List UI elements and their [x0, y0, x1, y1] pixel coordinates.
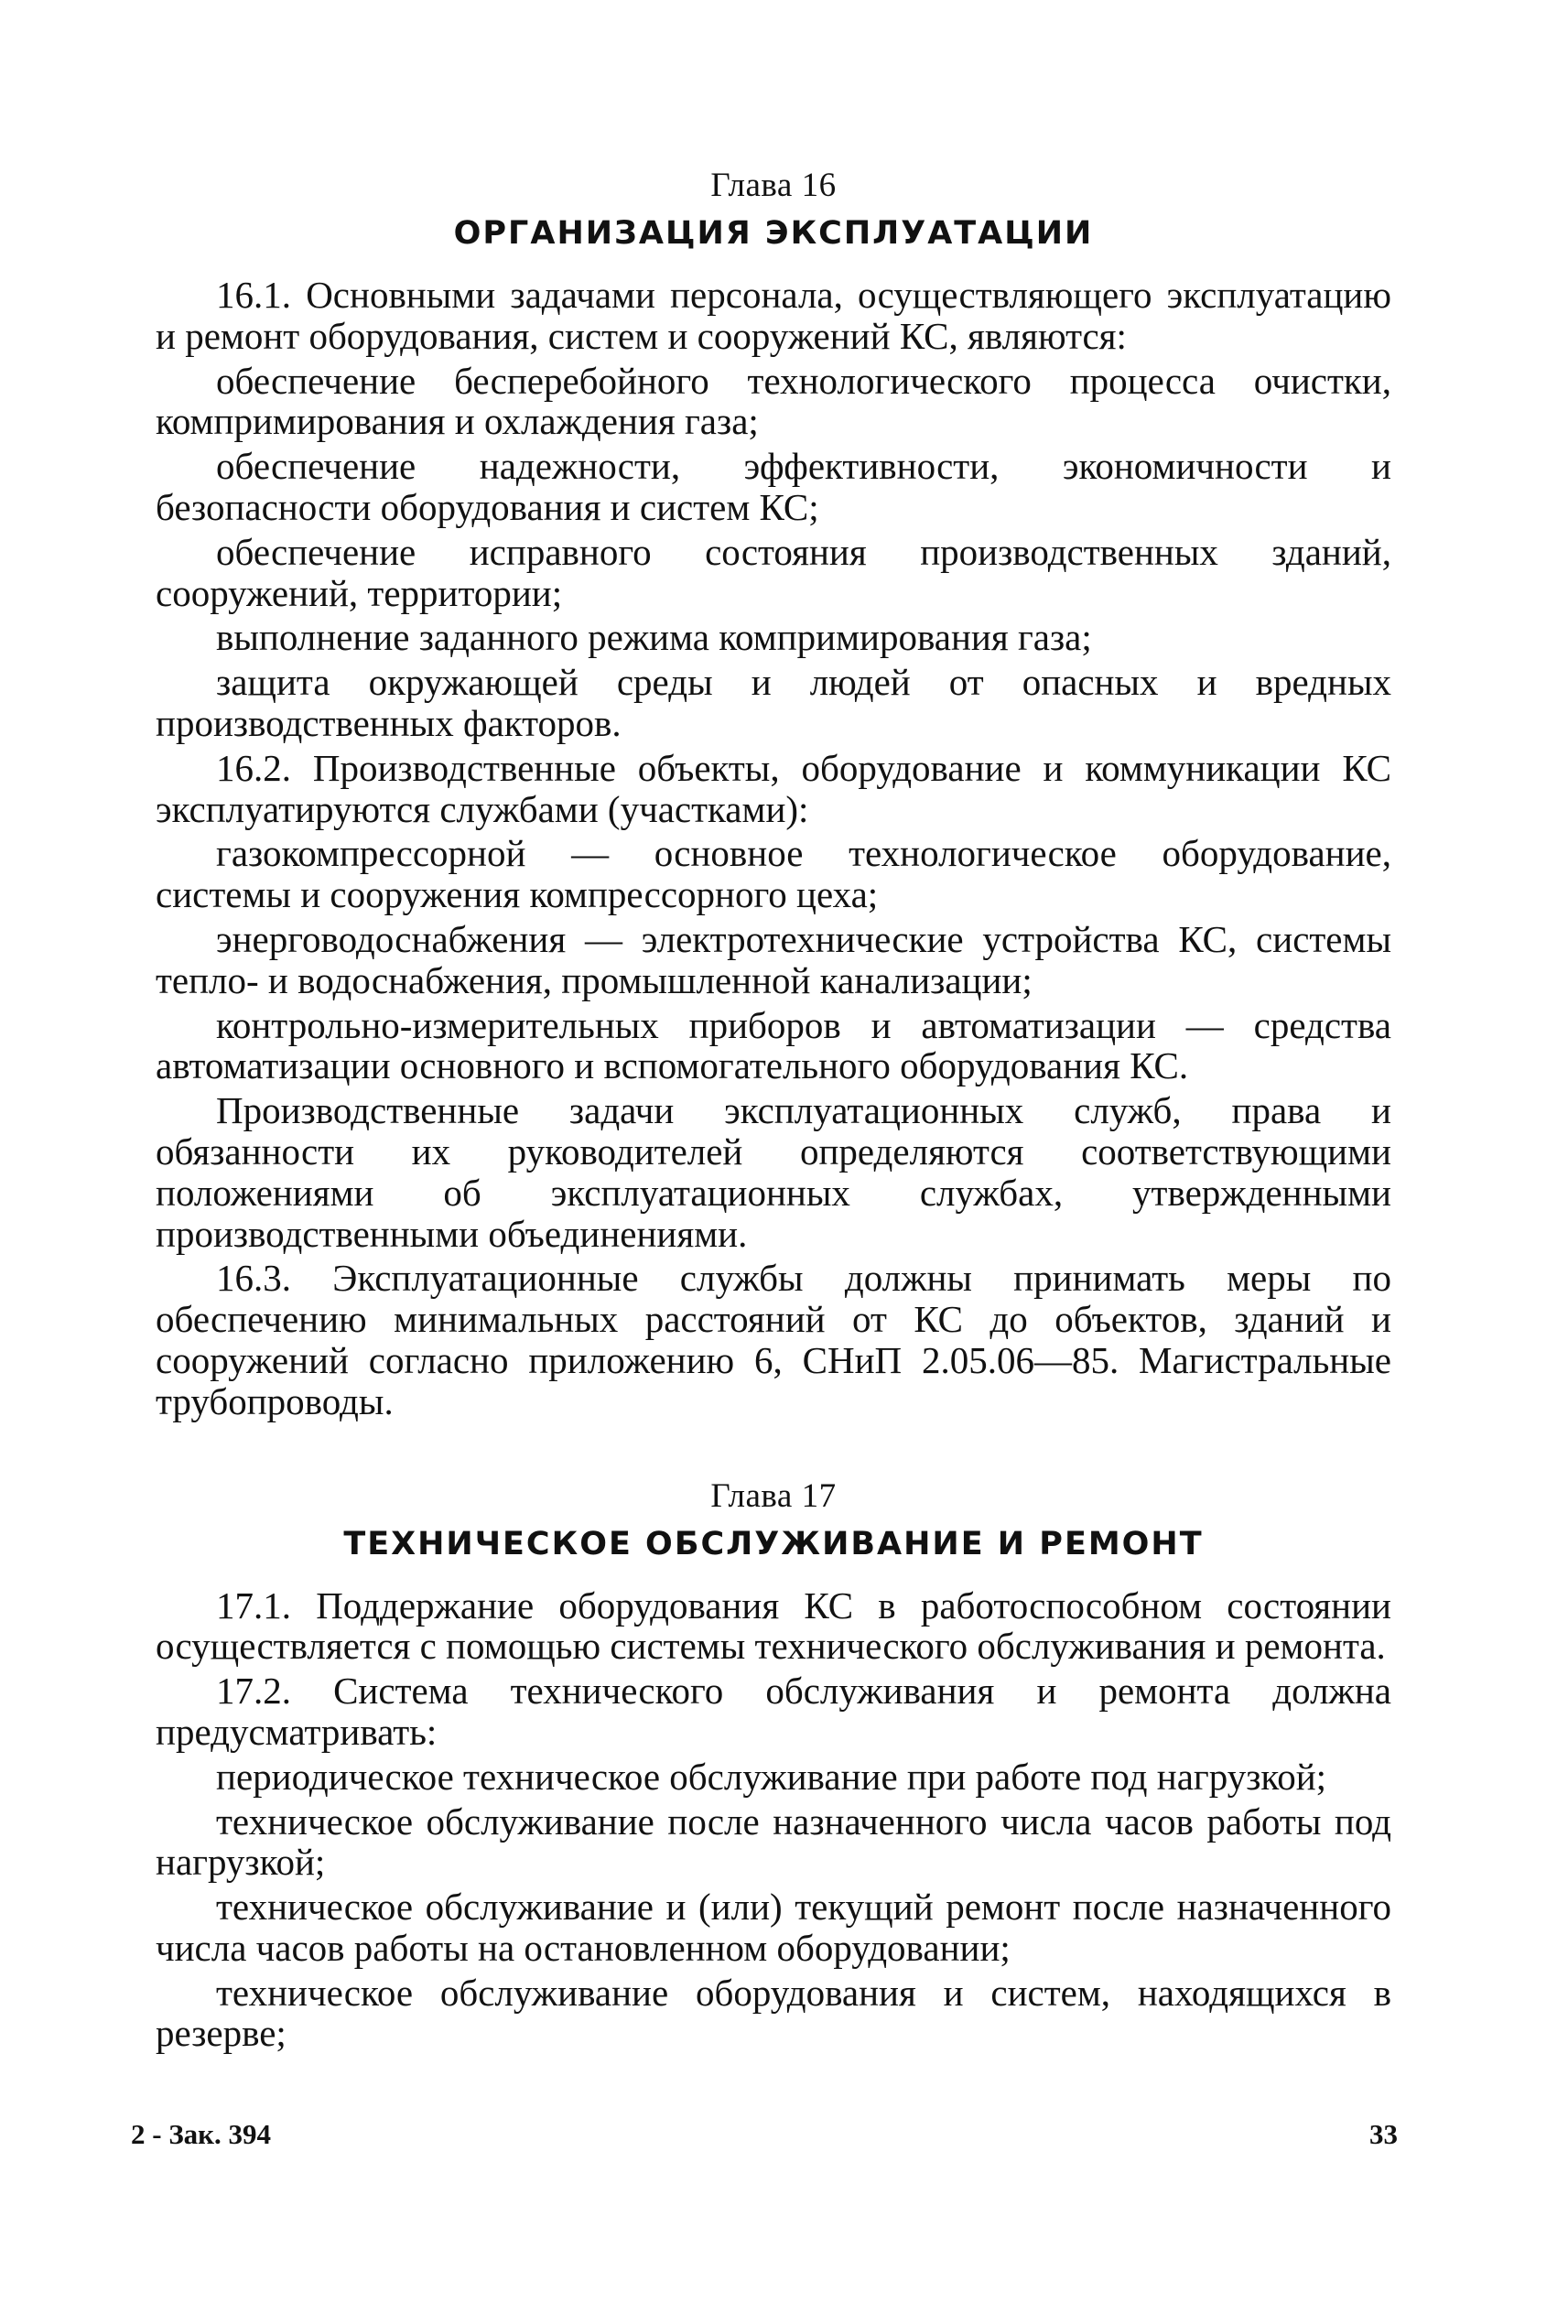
paragraph: защита окружающей среды и людей от опасных и вредных производственных факторов. [156, 661, 1391, 744]
order-mark: 2 - Зак. 394 [131, 2118, 272, 2150]
paragraph: обеспечение бесперебойного технологического процесса очистки, компримирования и охлаждения газа; [156, 359, 1391, 443]
chapter-16 [156, 165, 1391, 1422]
paragraph: 17.1. Поддержание оборудования КС в работоспособном состоянии осуществляется с помощью системы технического обслуживания и ремонта. [156, 1584, 1391, 1668]
paragraph: 16.3. Эксплуатационные службы должны принимать меры по обеспечению минимальных расстояний от КС до объектов, зданий и сооружений согласно приложению 6, СНиП 2.05.06—85. Магистральные трубопроводы. [156, 1257, 1391, 1422]
paragraph: 16.1. Основными задачами персонала, осуществляющего эксплуатацию и ремонт оборудования, систем и сооружений КС, являются: [156, 274, 1391, 357]
paragraph: обеспечение надежности, эффективности, экономичности и безопасности оборудования и систем КС; [156, 445, 1391, 528]
paragraph: энерговодоснабжения — электротехнические устройства КС, системы тепло- и водоснабжения, промышленной канализации; [156, 917, 1391, 1001]
chapter-label: Глава 17 [710, 1476, 837, 1515]
chapter-title: ТЕХНИЧЕСКОЕ ОБСЛУЖИВАНИЕ И РЕМОНТ [343, 1525, 1204, 1562]
page-footer [131, 2118, 1398, 2151]
page-number: 33 [1369, 2118, 1398, 2150]
paragraph: техническое обслуживание оборудования и систем, находящихся в резерве; [156, 1971, 1391, 2055]
paragraph: Производственные задачи эксплуатационных служб, права и обязанности их руководителей определяются соответствующими положениями об эксплуатационных службах, утвержденными производственными объединениями. [156, 1089, 1391, 1255]
document-page [156, 165, 1391, 2058]
chapter-17 [156, 1475, 1391, 2055]
paragraph: контрольно-измерительных приборов и автоматизации — средства автоматизации основного и вспомогательного оборудования КС. [156, 1003, 1391, 1087]
paragraph: газокомпрессорной — основное технологическое оборудование, системы и сооружения компрессорного цеха; [156, 832, 1391, 916]
paragraph: 17.2. Система технического обслуживания и ремонта должна предусматривать: [156, 1670, 1391, 1753]
paragraph: техническое обслуживание и (или) текущий ремонт после назначенного числа часов работы на остановленном оборудовании; [156, 1886, 1391, 1969]
paragraph: периодическое техническое обслуживание при работе под нагрузкой; [216, 1755, 1327, 1798]
paragraph: техническое обслуживание после назначенного числа часов работы под нагрузкой; [156, 1800, 1391, 1884]
paragraph: выполнение заданного режима компримирования газа; [216, 616, 1092, 659]
chapter-label: Глава 16 [710, 167, 837, 204]
chapter-title: ОРГАНИЗАЦИЯ ЭКСПЛУАТАЦИИ [453, 215, 1094, 252]
paragraph: 16.2. Производственные объекты, оборудование и коммуникации КС эксплуатируются службами (участками): [156, 746, 1391, 830]
chapter-gap [156, 1426, 1391, 1475]
paragraph: обеспечение исправного состояния производственных зданий, сооружений, территории; [156, 530, 1391, 614]
